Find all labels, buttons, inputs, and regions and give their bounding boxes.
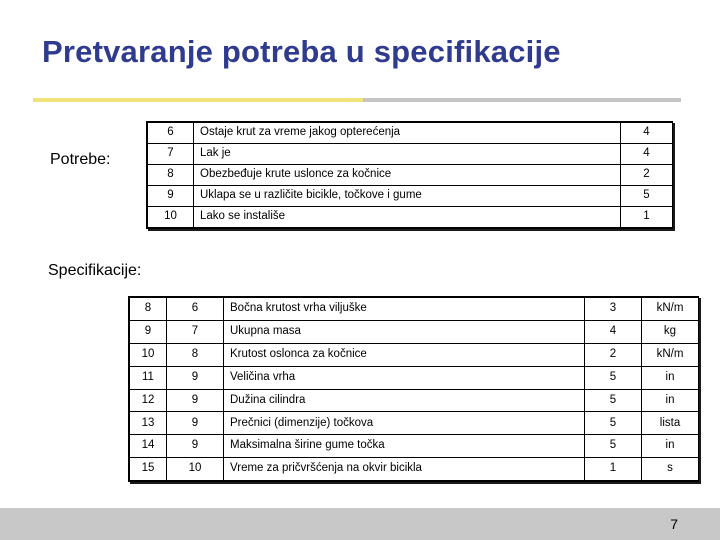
need-importance-cell: 5 [621, 186, 673, 207]
metric-need-cell: 6 [167, 298, 224, 321]
metric-id-cell: 8 [130, 298, 167, 321]
metric-importance-cell: 1 [585, 458, 642, 481]
specs-table-row [130, 343, 699, 366]
need-text-cell: Lako se instališe [194, 207, 621, 228]
slide-title: Pretvaranje potreba u specifikacije [42, 34, 561, 69]
metric-id-cell: 12 [130, 389, 167, 412]
need-text-cell: Lak je [194, 144, 621, 165]
metric-name-cell: Veličina vrha [224, 366, 585, 389]
metric-name-cell: Krutost oslonca za kočnice [224, 343, 585, 366]
need-importance-cell: 2 [621, 165, 673, 186]
metric-unit-cell: s [642, 458, 699, 481]
footer-bar [0, 508, 720, 540]
metric-need-cell: 9 [167, 435, 224, 458]
metric-id-cell: 10 [130, 343, 167, 366]
specs-table-row [130, 435, 699, 458]
specs-table-row [130, 412, 699, 435]
metric-name-cell: Ukupna masa [224, 320, 585, 343]
need-text-cell: Ostaje krut za vreme jakog opterećenja [194, 123, 621, 144]
metric-need-cell: 10 [167, 458, 224, 481]
needs-table-row [148, 186, 673, 207]
specs-table-row [130, 366, 699, 389]
needs-label: Potrebe: [50, 151, 111, 168]
metric-name-cell: Maksimalna širine gume točka [224, 435, 585, 458]
metric-unit-cell: lista [642, 412, 699, 435]
needs-table [146, 121, 673, 229]
need-id-cell: 7 [148, 144, 194, 165]
needs-table-row [148, 165, 673, 186]
specs-table-row [130, 458, 699, 481]
metric-unit-cell: kN/m [642, 343, 699, 366]
page-number: 7 [670, 516, 678, 532]
need-text-cell: Obezbeđuje krute uslonce za kočnice [194, 165, 621, 186]
metric-unit-cell: kg [642, 320, 699, 343]
title-divider-accent [33, 98, 363, 102]
metric-need-cell: 7 [167, 320, 224, 343]
metric-name-cell: Vreme za pričvršćenja na okvir bicikla [224, 458, 585, 481]
metric-name-cell: Prečnici (dimenzije) točkova [224, 412, 585, 435]
metric-unit-cell: kN/m [642, 298, 699, 321]
metric-id-cell: 14 [130, 435, 167, 458]
metric-importance-cell: 3 [585, 298, 642, 321]
metric-need-cell: 9 [167, 412, 224, 435]
metric-importance-cell: 5 [585, 412, 642, 435]
specs-table-row [130, 320, 699, 343]
metric-id-cell: 15 [130, 458, 167, 481]
need-id-cell: 6 [148, 123, 194, 144]
metric-importance-cell: 5 [585, 435, 642, 458]
metric-id-cell: 11 [130, 366, 167, 389]
metric-need-cell: 9 [167, 389, 224, 412]
metric-importance-cell: 5 [585, 366, 642, 389]
needs-table-row [148, 207, 673, 228]
metric-unit-cell: in [642, 435, 699, 458]
metric-importance-cell: 2 [585, 343, 642, 366]
need-importance-cell: 4 [621, 144, 673, 165]
need-id-cell: 8 [148, 165, 194, 186]
metric-importance-cell: 5 [585, 389, 642, 412]
metric-unit-cell: in [642, 366, 699, 389]
need-id-cell: 9 [148, 186, 194, 207]
specs-table-row [130, 298, 699, 321]
specs-table-row [130, 389, 699, 412]
metric-name-cell: Bočna krutost vrha viljuške [224, 298, 585, 321]
metric-id-cell: 13 [130, 412, 167, 435]
metric-need-cell: 9 [167, 366, 224, 389]
need-id-cell: 10 [148, 207, 194, 228]
metric-need-cell: 8 [167, 343, 224, 366]
specs-table [128, 296, 699, 482]
need-importance-cell: 4 [621, 123, 673, 144]
need-importance-cell: 1 [621, 207, 673, 228]
metric-id-cell: 9 [130, 320, 167, 343]
specs-label: Specifikacije: [48, 262, 142, 279]
metric-name-cell: Dužina cilindra [224, 389, 585, 412]
needs-table-row [148, 144, 673, 165]
need-text-cell: Uklapa se u različite bicikle, točkove i gume [194, 186, 621, 207]
needs-table-row [148, 123, 673, 144]
metric-unit-cell: in [642, 389, 699, 412]
metric-importance-cell: 4 [585, 320, 642, 343]
